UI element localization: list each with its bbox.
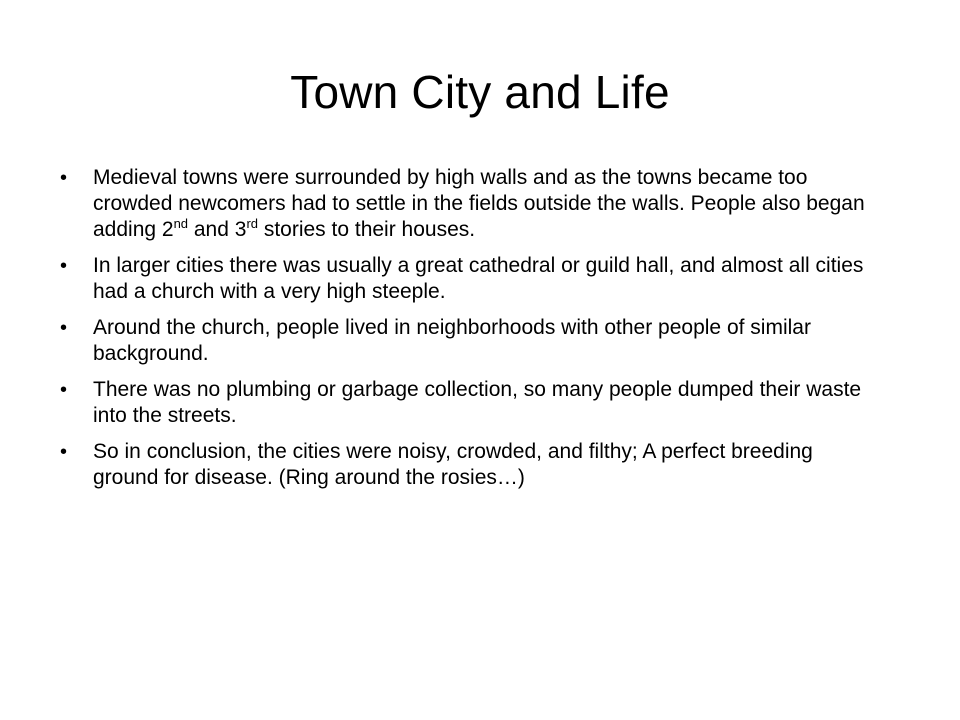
bullet-text: [93, 166, 865, 241]
slide-title: Town City and Life: [290, 66, 670, 118]
bullet-item: [56, 315, 866, 367]
bullet-item: [56, 377, 866, 429]
bullet-icon: •: [60, 317, 68, 339]
bullet-item: [56, 439, 866, 491]
bullet-icon: •: [60, 441, 68, 463]
bullet-text-part: Medieval towns were surrounded by high walls and as the towns became too crowded newcomers had to settle in the fields outside the walls. People also began adding 2: [93, 166, 865, 241]
bullet-text: In larger cities there was usually a great cathedral or guild hall, and almost all cities had a church with a very high steeple.: [93, 254, 864, 303]
bullet-icon: •: [60, 167, 68, 189]
ordinal-suffix: rd: [246, 216, 258, 231]
bullet-text: There was no plumbing or garbage collection, so many people dumped their waste into the streets.: [93, 378, 862, 427]
bullet-icon: •: [60, 255, 68, 277]
bullet-icon: •: [60, 379, 68, 401]
bullet-text-part: and 3: [188, 218, 247, 241]
ordinal-suffix: nd: [173, 216, 189, 231]
bullet-text-part: stories to their houses.: [258, 218, 476, 241]
bullet-item: [56, 253, 866, 305]
bullet-list: [56, 165, 866, 501]
bullet-item: [56, 165, 866, 243]
bullet-text: Around the church, people lived in neighborhoods with other people of similar background.: [93, 316, 811, 365]
bullet-text: So in conclusion, the cities were noisy, crowded, and filthy; A perfect breeding ground for disease. (Ring around the rosies…): [93, 440, 813, 489]
